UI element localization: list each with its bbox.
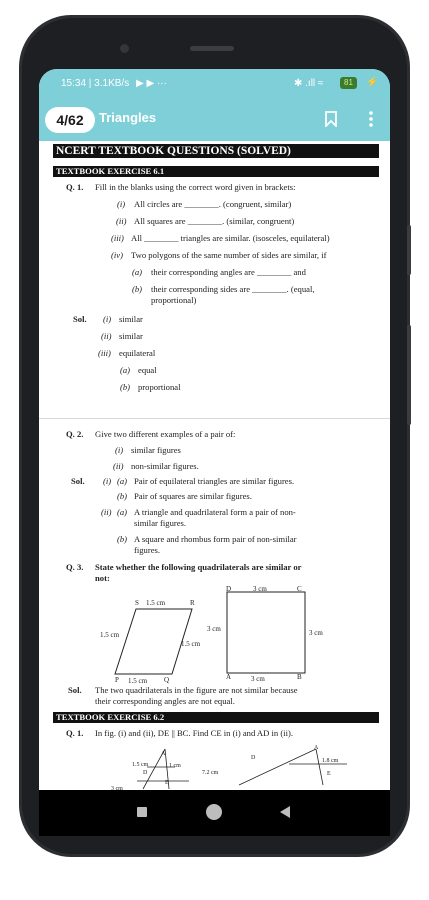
item-number: (iv) [111,250,123,260]
item-number: (i) [103,476,112,486]
question-text: not: [95,573,110,583]
app-bar [39,99,390,141]
item-number: (iii) [111,233,124,243]
item-text: All ________ triangles are similar. (isosceles, equilateral) [131,233,330,243]
vertex-label: A [314,745,319,751]
item-number: (i) [103,314,112,324]
solution-text: The two quadrilaterals in the figure are not similar because [95,685,298,695]
solution-text: A triangle and quadrilateral form a pair of non- [134,507,296,517]
side-label: 1.5 cm [100,631,120,639]
side-label: 3 cm [253,585,267,593]
question-number: Q. 1. [66,728,84,738]
item-text: All circles are ________. (congruent, similar) [134,199,292,209]
side-label: 7.2 cm [202,770,219,776]
exercise-heading: TEXTBOOK EXERCISE 6.1 [53,166,379,177]
solution-text: proportional [138,382,181,392]
item-text: similar figures [131,445,181,455]
square-shape [227,592,305,673]
status-bar [39,69,390,99]
vertex-label: E [165,780,169,786]
solution-text: equal [138,365,157,375]
exercise-heading: TEXTBOOK EXERCISE 6.2 [53,712,379,723]
item-text: Two polygons of the same number of sides are similar, if [131,250,327,260]
item-number: (ii) [101,507,112,517]
recents-icon[interactable] [137,807,147,817]
item-text: proportional) [151,295,197,305]
solution-label: Sol. [68,685,82,695]
document-page[interactable] [39,141,390,790]
item-text: non-similar figures. [131,461,199,471]
signal-icons: ✱ .ıll ≈ [294,78,324,89]
vertex-label: R [190,599,195,607]
document-title: Triangles [99,110,157,125]
side-label: 1.5 cm [132,762,149,768]
side-label: 1.8 cm [322,758,339,764]
item-text: All squares are ________. (similar, congruent) [134,216,295,226]
side-label: 3 cm [251,675,265,683]
more-vert-icon[interactable] [369,111,373,127]
home-icon[interactable] [206,804,222,820]
vertex-label: D [143,770,148,776]
solution-text: similar [119,314,143,324]
item-number: (iii) [98,348,111,358]
item-text: their corresponding angles are ________ and [151,267,306,277]
question-text: Fill in the blanks using the correct word given in brackets: [95,182,296,192]
page-divider [39,418,390,419]
item-number: (ii) [101,331,112,341]
solution-text: similar [119,331,143,341]
side-label: 3 cm [207,625,221,633]
charging-icon: ⚡ [366,77,379,88]
volume-button [407,225,411,275]
item-number: (a) [120,365,131,375]
side-label: 1.5 cm [181,640,201,648]
vertex-label: D [226,585,232,593]
solution-text: Pair of squares are similar figures. [134,491,252,501]
item-number: (b) [117,534,128,544]
page-indicator[interactable]: 4/62 [45,107,95,133]
side-label: 1.5 cm [128,677,148,685]
item-number: (a) [117,476,128,486]
vertex-label: A [226,673,232,681]
screen [39,69,390,790]
solution-label: Sol. [73,314,87,324]
question-text: Give two different examples of a pair of: [95,429,236,439]
item-text: their corresponding sides are ________. (equal, [151,284,315,294]
vertex-label: E [327,771,331,777]
front-camera-icon [120,44,129,53]
vertex-label: D [251,755,256,761]
item-number: (ii) [116,216,127,226]
power-button [407,325,411,425]
vertex-label: Q [164,676,170,684]
vertex-label: P [115,676,119,684]
item-number: (i) [115,445,124,455]
vertex-label: S [135,599,139,607]
item-number: (a) [132,267,143,277]
bookmark-icon[interactable] [325,111,337,127]
main-heading: NCERT TEXTBOOK QUESTIONS (SOLVED) [53,144,379,158]
vertex-label: B [297,673,302,681]
battery-icon: 81 [340,77,357,89]
status-time: 15:34 | 3.1KB/s [61,78,130,89]
solution-text: Pair of equilateral triangles are similar figures. [134,476,295,486]
item-number: (ii) [113,461,124,471]
vertex-label: A [161,751,166,757]
side-label: 1 cm [169,763,181,769]
question-text: In fig. (i) and (ii), DE || BC. Find CE in (i) and AD in (ii). [95,728,293,738]
solution-text: equilateral [119,348,156,358]
vertex-label: C [297,585,302,593]
earpiece-speaker [190,46,234,51]
side-label: 3 cm [111,786,123,790]
item-number: (b) [132,284,143,294]
solution-text: their corresponding angles are not equal. [95,696,235,706]
question-number: Q. 3. [66,562,84,572]
question-number: Q. 1. [66,182,84,192]
item-number: (i) [117,199,126,209]
side-label: 3 cm [309,629,323,637]
item-number: (b) [117,491,128,501]
back-icon[interactable] [280,806,290,818]
item-number: (a) [117,507,128,517]
solution-text: figures. [134,545,161,555]
solution-text: similar figures. [134,518,187,528]
solution-label: Sol. [71,476,85,486]
navigation-bar [39,790,390,836]
question-text: State whether the following quadrilaterals are similar or [95,562,302,572]
solution-text: A square and rhombus form pair of non-similar [134,534,297,544]
question-number: Q. 2. [66,429,84,439]
notification-icons: ▶ ▶ ··· [136,78,167,89]
side-label: 1.5 cm [146,599,166,607]
item-number: (b) [120,382,131,392]
